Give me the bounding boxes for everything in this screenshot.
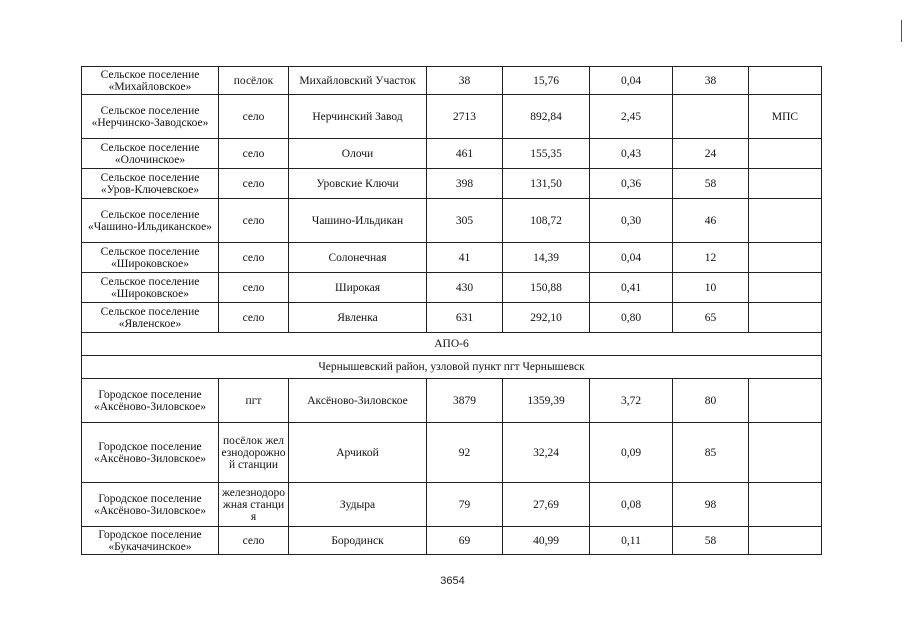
table-row [82,199,822,243]
table-row [82,303,822,333]
cell-value-a: 15,76 [503,67,590,95]
cell-population: 2713 [427,95,503,139]
table-row [82,95,822,139]
section-subtitle: Чернышевский район, узловой пункт пгт Чернышевск [82,356,822,379]
cell-value-b: 0,09 [590,423,673,483]
top-rows [82,67,822,555]
cell-municipality: Сельское поселение «Михайловское» [82,67,219,95]
table-row [82,527,822,555]
table-row [82,273,822,303]
table-row [82,243,822,273]
cell-type: село [219,169,289,199]
cell-type: село [219,243,289,273]
cell-type: село [219,95,289,139]
table-row [82,483,822,527]
cell-settlement: Зудыра [289,483,427,527]
cell-population: 305 [427,199,503,243]
cell-population: 79 [427,483,503,527]
settlements-table [81,66,822,555]
cell-type: пгт [219,379,289,423]
cell-type: село [219,303,289,333]
cell-type: село [219,139,289,169]
cell-value-b: 0,04 [590,67,673,95]
cell-type: посёлок железнодорожной станции [219,423,289,483]
cell-municipality: Сельское поселение «Уров-Ключевское» [82,169,219,199]
cell-population: 3879 [427,379,503,423]
cell-municipality: Сельское поселение «Олочинское» [82,139,219,169]
cell-population: 92 [427,423,503,483]
table-row [82,169,822,199]
cell-note [749,67,822,95]
cell-population: 41 [427,243,503,273]
cell-municipality: Сельское поселение «Явленское» [82,303,219,333]
cell-settlement: Явленка [289,303,427,333]
cell-note [749,273,822,303]
section-subtitle-row [82,356,822,379]
cell-value-c: 24 [673,139,749,169]
cell-value-a: 27,69 [503,483,590,527]
cell-note [749,139,822,169]
cell-value-b: 2,45 [590,95,673,139]
table-row [82,67,822,95]
cell-value-b: 0,36 [590,169,673,199]
cell-settlement: Чашино-Ильдикан [289,199,427,243]
cell-settlement: Уровские Ключи [289,169,427,199]
cell-population: 398 [427,169,503,199]
cell-note: МПС [749,95,822,139]
cell-municipality: Городское поселение «Букачачинское» [82,527,219,555]
cell-type: посёлок [219,67,289,95]
page-edge-mark [901,20,902,42]
cell-population: 631 [427,303,503,333]
cell-value-c: 80 [673,379,749,423]
cell-value-b: 0,11 [590,527,673,555]
cell-value-a: 131,50 [503,169,590,199]
cell-municipality: Городское поселение «Аксёново-Зиловское» [82,423,219,483]
cell-note [749,303,822,333]
page-number: 3654 [440,575,465,587]
cell-population: 461 [427,139,503,169]
cell-value-c [673,95,749,139]
cell-settlement: Олочи [289,139,427,169]
cell-note [749,379,822,423]
cell-settlement: Михайловский Участок [289,67,427,95]
cell-municipality: Сельское поселение «Широковское» [82,243,219,273]
cell-value-b: 0,30 [590,199,673,243]
cell-note [749,243,822,273]
cell-settlement: Аксёново-Зиловское [289,379,427,423]
cell-value-b: 3,72 [590,379,673,423]
cell-value-a: 40,99 [503,527,590,555]
cell-municipality: Сельское поселение «Широковское» [82,273,219,303]
cell-note [749,169,822,199]
cell-type: село [219,527,289,555]
cell-value-a: 150,88 [503,273,590,303]
cell-type: село [219,199,289,243]
cell-settlement: Солонечная [289,243,427,273]
cell-settlement: Бородинск [289,527,427,555]
cell-population: 69 [427,527,503,555]
cell-settlement: Широкая [289,273,427,303]
cell-value-c: 98 [673,483,749,527]
table-row [82,139,822,169]
cell-value-c: 10 [673,273,749,303]
cell-note [749,199,822,243]
cell-value-a: 155,35 [503,139,590,169]
cell-value-a: 108,72 [503,199,590,243]
cell-type: село [219,273,289,303]
cell-value-a: 32,24 [503,423,590,483]
cell-note [749,483,822,527]
table-row [82,379,822,423]
cell-settlement: Арчикой [289,423,427,483]
cell-settlement: Нерчинский Завод [289,95,427,139]
cell-municipality: Городское поселение «Аксёново-Зиловское» [82,483,219,527]
cell-type: железнодорожная станция [219,483,289,527]
cell-value-b: 0,80 [590,303,673,333]
cell-population: 38 [427,67,503,95]
cell-note [749,423,822,483]
cell-value-a: 292,10 [503,303,590,333]
cell-value-a: 892,84 [503,95,590,139]
cell-value-b: 0,04 [590,243,673,273]
cell-value-c: 65 [673,303,749,333]
section-title-row [82,333,822,356]
cell-note [749,527,822,555]
cell-value-a: 14,39 [503,243,590,273]
cell-value-b: 0,41 [590,273,673,303]
cell-municipality: Сельское поселение «Нерчинско-Заводское» [82,95,219,139]
cell-value-c: 46 [673,199,749,243]
cell-value-a: 1359,39 [503,379,590,423]
cell-value-c: 38 [673,67,749,95]
cell-value-c: 58 [673,527,749,555]
cell-value-c: 12 [673,243,749,273]
cell-value-c: 58 [673,169,749,199]
cell-population: 430 [427,273,503,303]
cell-municipality: Сельское поселение «Чашино-Ильдиканское» [82,199,219,243]
cell-value-b: 0,08 [590,483,673,527]
section-title: АПО-6 [82,333,822,356]
table-row [82,423,822,483]
cell-value-c: 85 [673,423,749,483]
cell-value-b: 0,43 [590,139,673,169]
cell-municipality: Городское поселение «Аксёново-Зиловское» [82,379,219,423]
